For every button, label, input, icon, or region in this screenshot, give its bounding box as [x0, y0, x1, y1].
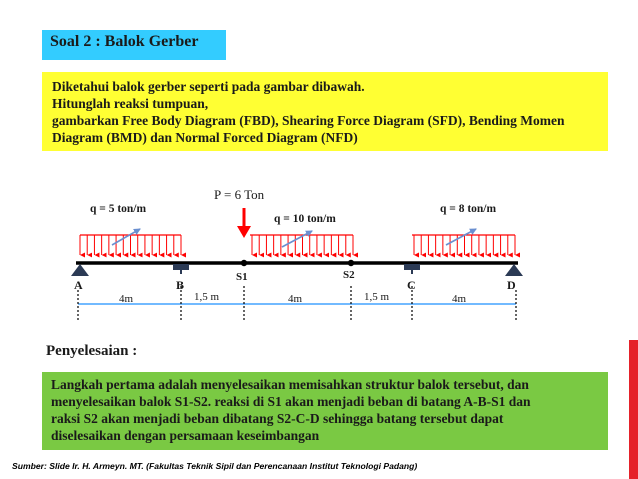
problem-line: Diketahui balok gerber seperti pada gambar dibawah.: [52, 79, 365, 94]
span-label: 1,5 m: [194, 291, 220, 303]
load-label-1: q = 5 ton/m: [90, 203, 147, 215]
load-arrows: [414, 235, 515, 255]
hinge-s2: [348, 260, 354, 266]
distributed-load-3: [412, 203, 515, 255]
problem-line: Hitunglah reaksi tumpuan,: [52, 96, 209, 111]
load-label-2: q = 10 ton/m: [274, 213, 336, 225]
point-load-label: P = 6 Ton: [214, 187, 265, 202]
problem-line: Diagram (BMD) dan Normal Forced Diagram (NFD): [52, 130, 358, 145]
load-arrows: [252, 235, 353, 255]
point-load: [214, 187, 265, 238]
support-c-roller: [404, 264, 420, 270]
problem-line: gambarkan Free Body Diagram (FBD), Shearing Force Diagram (SFD), Bending Momen: [52, 113, 565, 128]
hinge-s1: [241, 260, 247, 266]
span-label: 4m: [288, 293, 303, 305]
node-label-s2: S2: [343, 269, 355, 281]
solution-box: [42, 372, 608, 450]
solution-line: diselesaikan dengan persamaan keseimbangan: [51, 428, 320, 443]
source-citation: Sumber: Slide Ir. H. Armeyn. MT. (Fakultas Teknik Sipil dan Perencanaan Institut Teknologi Padang): [12, 461, 418, 471]
distributed-load-2: [250, 213, 353, 255]
support-b-roller: [173, 264, 189, 270]
node-label-s1: S1: [236, 271, 248, 283]
slide-title-text: Soal 2 : Balok Gerber: [50, 33, 199, 50]
node-label-c: C: [407, 278, 416, 292]
solution-line: raksi S2 akan menjadi beban dibatang S2-C-D sehingga batang tersebut dapat: [51, 411, 504, 426]
distributed-load-1: [80, 203, 181, 255]
solution-line: Langkah pertama adalah menyelesaikan memisahkan struktur balok tersebut, dan: [51, 377, 529, 392]
load-label-3: q = 8 ton/m: [440, 203, 497, 215]
solution-line: menyelesaikan balok S1-S2. reaksi di S1 akan menjadi beban di batang A-B-S1 dan: [51, 394, 531, 409]
span-label: 4m: [452, 293, 467, 305]
support-d-pin: [505, 264, 523, 276]
dimension-line: [78, 286, 516, 320]
load-direction-arrow: [282, 231, 312, 247]
load-arrows: [80, 235, 181, 255]
support-a-pin: [71, 264, 89, 276]
point-load-arrowhead: [237, 226, 251, 238]
node-label-a: A: [74, 278, 83, 292]
solution-heading: Penyelesaian :: [46, 343, 138, 359]
node-label-d: D: [507, 278, 516, 292]
span-label: 4m: [119, 293, 134, 305]
node-label-b: B: [176, 278, 185, 292]
span-label: 1,5 m: [364, 291, 390, 303]
